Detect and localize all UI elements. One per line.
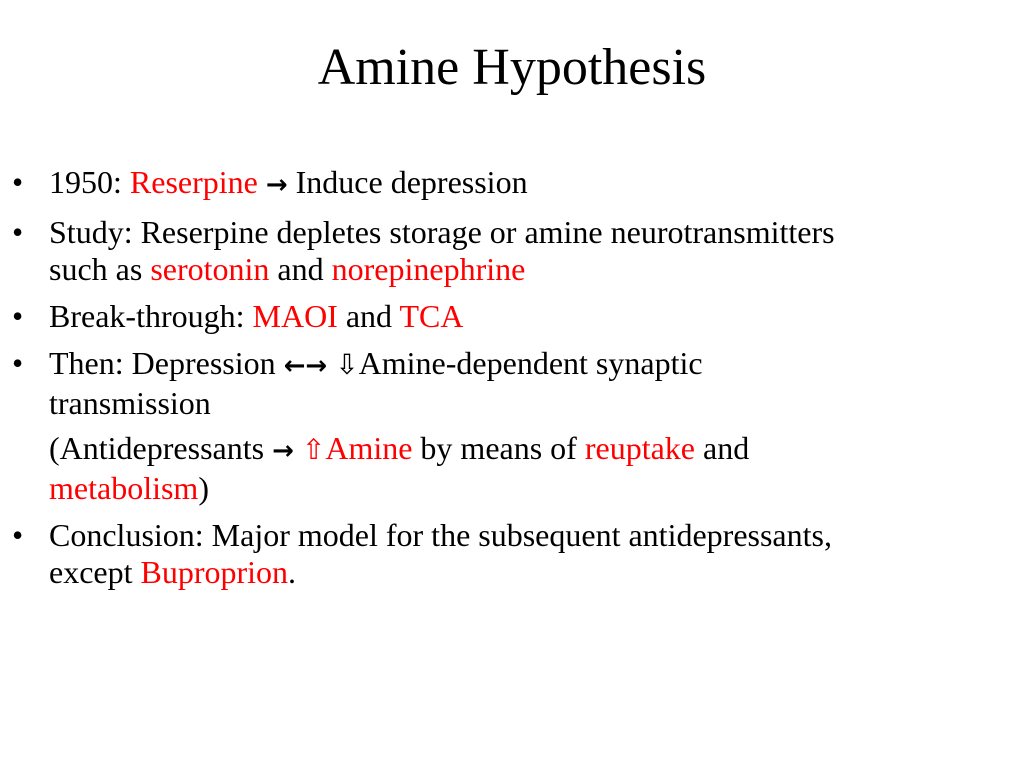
slide-title: Amine Hypothesis	[317, 39, 707, 96]
down-arrow-icon: ⇩	[335, 348, 359, 381]
bullet-text: Induce depression	[287, 164, 528, 200]
bullet-item-conclusion	[0, 517, 1024, 591]
bullet-text: such as	[49, 251, 151, 287]
bullet-item-breakthrough	[0, 298, 1024, 335]
bullet-dot: •	[12, 345, 24, 381]
bullet-text: )	[198, 470, 209, 506]
bullet-text: and	[694, 430, 750, 466]
bullet-text: and	[337, 298, 400, 334]
bullet-item-1950	[0, 164, 1024, 204]
highlight-metabolism: metabolism	[49, 470, 199, 506]
bullet-item-then	[0, 345, 1024, 422]
highlight-norepinephrine: norepinephrine	[331, 251, 526, 287]
up-arrow-icon: ⇧	[301, 433, 326, 466]
highlight-reuptake: reuptake	[584, 430, 695, 466]
bullet-text: and	[269, 251, 332, 287]
highlight-tca: TCA	[399, 298, 464, 334]
bullet-text: Conclusion: Major model for the subsequent antidepressants,	[49, 517, 832, 553]
bullet-text: Then: Depression	[49, 345, 284, 381]
bullet-text: Study: Reserpine depletes storage or amine neurotransmitters	[49, 214, 835, 250]
bullet-dot: •	[12, 214, 24, 250]
highlight-maoi: MAOI	[252, 298, 338, 334]
bullet-text: .	[288, 554, 297, 590]
bullet-item-study	[0, 214, 1024, 288]
bullet-text: except	[49, 554, 141, 590]
bullet-text: by means of	[412, 430, 585, 466]
double-arrow-icon: ←→	[283, 351, 328, 381]
bullet-text: Break-through:	[49, 298, 253, 334]
highlight-serotonin: serotonin	[150, 251, 270, 287]
right-arrow-icon: →	[272, 436, 294, 466]
bullet-dot: •	[12, 164, 24, 200]
bullet-dot: •	[12, 298, 24, 334]
bullet-text: 1950:	[49, 164, 130, 200]
bullet-text: transmission	[49, 385, 211, 421]
bullet-text: Amine-dependent synaptic	[358, 345, 703, 381]
highlight-reserpine: Reserpine	[129, 164, 258, 200]
bullet-list	[0, 164, 1024, 601]
bullet-dot: •	[12, 517, 24, 553]
highlight-amine: Amine	[325, 430, 413, 466]
right-arrow-icon: →	[265, 170, 288, 200]
bullet-item-antidepressants	[0, 430, 1024, 507]
bullet-text: (Antidepressants	[49, 430, 273, 466]
highlight-buproprion: Buproprion	[140, 554, 289, 590]
